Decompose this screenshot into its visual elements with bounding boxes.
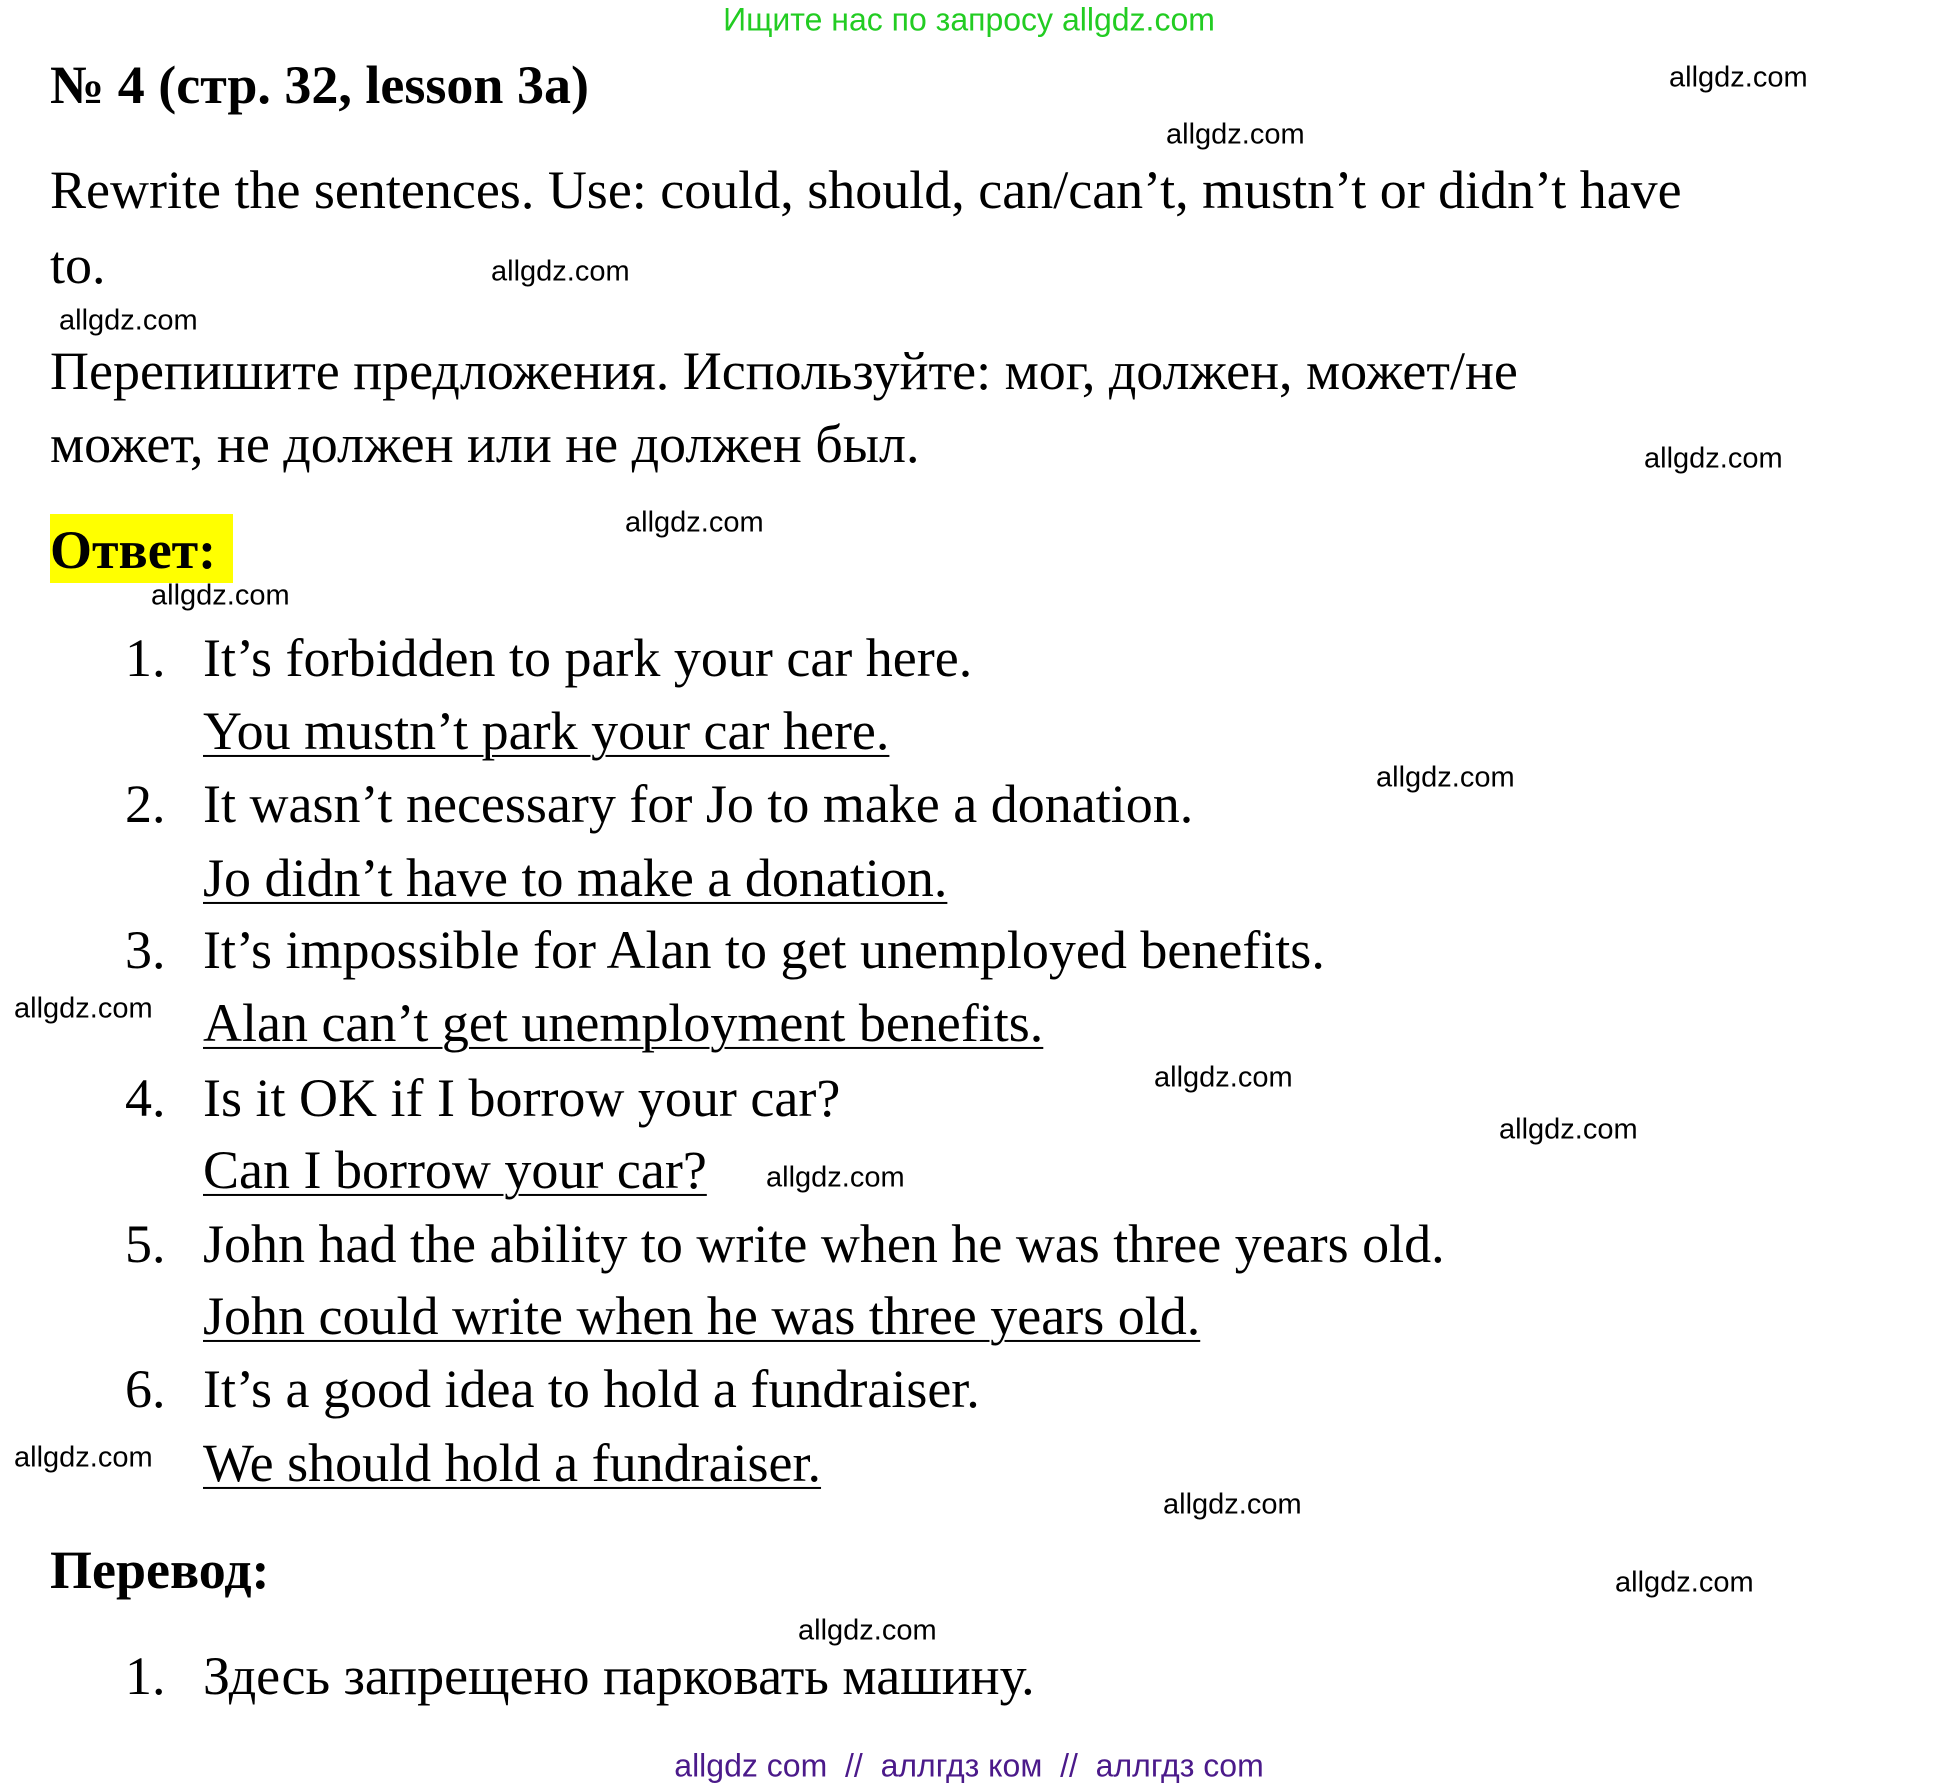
footer-watermark: allgdz com // аллгдз ком // аллгдз com [674, 1747, 1264, 1784]
watermark: allgdz.com [59, 304, 198, 337]
search-banner: Ищите нас по запросу allgdz.com [723, 1, 1215, 38]
item-prompt: It’s forbidden to park your car here. [203, 627, 973, 688]
translation-text: Здесь запрещено парковать машину. [203, 1645, 1035, 1706]
answer-heading: Ответ: [50, 519, 217, 580]
translation-number: 1. [125, 1645, 166, 1706]
item-answer: John could write when he was three years old. [203, 1285, 1201, 1346]
watermark: allgdz.com [1644, 442, 1783, 475]
watermark: allgdz.com [1499, 1113, 1638, 1146]
item-prompt: It wasn’t necessary for Jo to make a donation. [203, 773, 1194, 834]
page-title: № 4 (стр. 32, lesson 3a) [50, 54, 589, 115]
watermark: allgdz.com [1166, 118, 1305, 151]
item-number: 5. [125, 1213, 166, 1274]
item-number: 3. [125, 919, 166, 980]
item-answer: Alan can’t get unemployment benefits. [203, 992, 1044, 1053]
item-number: 4. [125, 1067, 166, 1128]
watermark: allgdz.com [14, 992, 153, 1025]
watermark: allgdz.com [151, 579, 290, 612]
instruction-ru-line2: может, не должен или не должен был. [50, 413, 920, 474]
watermark: allgdz.com [625, 506, 764, 539]
item-number: 2. [125, 773, 166, 834]
item-answer: Can I borrow your car? [203, 1139, 707, 1200]
item-prompt: It’s a good idea to hold a fundraiser. [203, 1358, 980, 1419]
item-prompt: John had the ability to write when he was three years old. [203, 1213, 1445, 1274]
item-prompt: Is it OK if I borrow your car? [203, 1067, 841, 1128]
item-number: 1. [125, 627, 166, 688]
item-answer: Jo didn’t have to make a donation. [203, 847, 948, 908]
watermark: allgdz.com [1669, 61, 1808, 94]
watermark: allgdz.com [491, 255, 630, 288]
watermark: allgdz.com [14, 1441, 153, 1474]
instruction-en-line2: to. [50, 234, 106, 295]
watermark: allgdz.com [1376, 761, 1515, 794]
watermark: allgdz.com [766, 1161, 905, 1194]
item-number: 6. [125, 1358, 166, 1419]
item-answer: You mustn’t park your car here. [203, 700, 890, 761]
watermark: allgdz.com [1154, 1061, 1293, 1094]
item-answer: We should hold a fundraiser. [203, 1432, 822, 1493]
watermark: allgdz.com [1615, 1566, 1754, 1599]
watermark: allgdz.com [798, 1614, 937, 1647]
translation-heading: Перевод: [50, 1539, 270, 1600]
instruction-ru-line1: Перепишите предложения. Используйте: мог, должен, может/не [50, 340, 1518, 401]
watermark: allgdz.com [1163, 1488, 1302, 1521]
item-prompt: It’s impossible for Alan to get unemployed benefits. [203, 919, 1325, 980]
instruction-en-line1: Rewrite the sentences. Use: could, should, can/can’t, mustn’t or didn’t have [50, 159, 1682, 220]
